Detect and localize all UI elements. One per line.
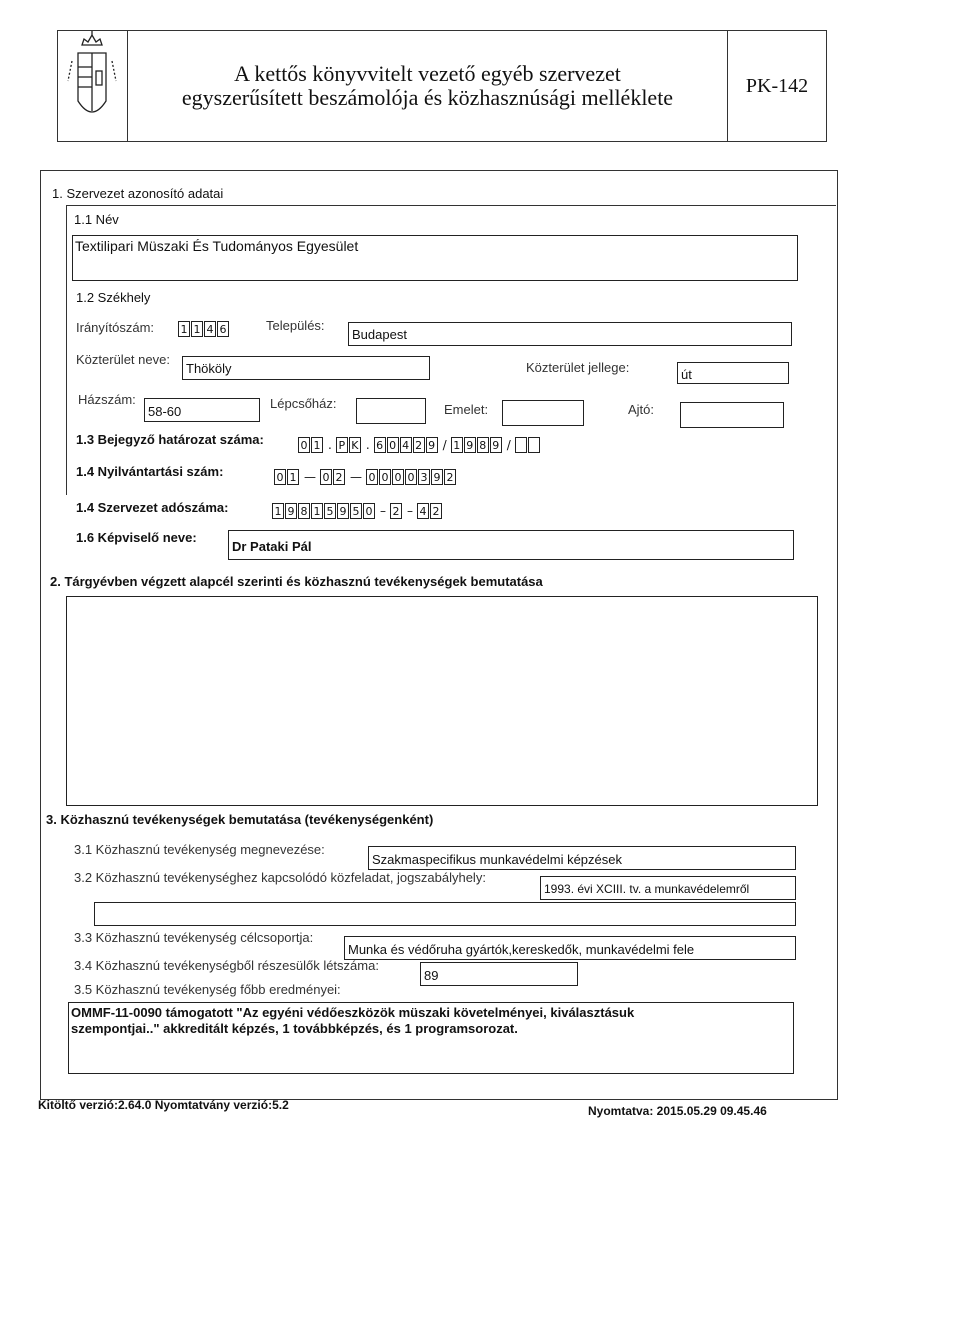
results-field[interactable] bbox=[68, 1002, 794, 1074]
rep-label: 1.6 Képviselő neve: bbox=[76, 530, 197, 545]
reg-digit: 2 bbox=[333, 469, 345, 485]
separator-dash: – bbox=[380, 504, 386, 518]
section3-title: 3. Közhasznú tevékenységek bemutatása (tevékenységenként) bbox=[46, 812, 434, 827]
task-field[interactable] bbox=[540, 876, 796, 900]
tax-digit: 2 bbox=[430, 503, 442, 519]
city-field[interactable] bbox=[348, 322, 792, 346]
reg-digit: 9 bbox=[431, 469, 443, 485]
results-label: 3.5 Közhasznú tevékenység főbb eredményei: bbox=[74, 982, 341, 997]
target-field[interactable] bbox=[344, 936, 796, 960]
task-label: 3.2 Közhasznú tevékenységhez kapcsolódó közfeladat, jogszabályhely: bbox=[74, 870, 486, 885]
street-value: Thököly bbox=[186, 361, 232, 376]
street-field[interactable] bbox=[182, 356, 430, 380]
zip-digit: 1 bbox=[178, 321, 190, 337]
target-value: Munka és védőruha gyártók,kereskedők, munkavédelmi fele bbox=[348, 942, 695, 957]
door-field[interactable] bbox=[680, 402, 784, 428]
zip-digit: 1 bbox=[191, 321, 203, 337]
reg-label: 1.4 Nyilvántartási szám: bbox=[76, 464, 224, 479]
court-digit: 1 bbox=[311, 437, 323, 453]
reg-digit: 2 bbox=[444, 469, 456, 485]
court-digit: 9 bbox=[464, 437, 476, 453]
reg-digit: 0 bbox=[405, 469, 417, 485]
zip-digit: 6 bbox=[217, 321, 229, 337]
version-info: Kitöltő verzió:2.64.0 Nyomtatvány verzió:5.2 bbox=[38, 1098, 289, 1112]
court-digit: 8 bbox=[477, 437, 489, 453]
reg-digit: 0 bbox=[392, 469, 404, 485]
court-digit: 9 bbox=[490, 437, 502, 453]
tax-digit: 1 bbox=[311, 503, 323, 519]
separator-dash: – bbox=[407, 504, 413, 518]
separator-dot: . bbox=[328, 438, 332, 452]
tax-digit: 4 bbox=[417, 503, 429, 519]
reg-digit: 0 bbox=[320, 469, 332, 485]
form-title bbox=[128, 31, 728, 141]
stair-label: Lépcsőház: bbox=[270, 396, 337, 411]
zip-field[interactable] bbox=[178, 320, 230, 338]
separator-dash: — bbox=[350, 470, 362, 484]
separator-dash: — bbox=[304, 470, 316, 484]
print-timestamp: Nyomtatva: 2015.05.29 09.45.46 bbox=[588, 1104, 767, 1118]
zip-label: Irányítószám: bbox=[76, 320, 155, 335]
tax-digit: 5 bbox=[350, 503, 362, 519]
reg-number-field[interactable] bbox=[274, 468, 457, 486]
court-digit bbox=[515, 437, 527, 453]
rep-field[interactable] bbox=[228, 530, 794, 560]
court-digit: 2 bbox=[413, 437, 425, 453]
tax-label: 1.4 Szervezet adószáma: bbox=[76, 500, 229, 515]
court-digit: 0 bbox=[387, 437, 399, 453]
tax-digit: 2 bbox=[390, 503, 402, 519]
court-label: 1.3 Bejegyző határozat száma: bbox=[76, 432, 264, 447]
form-header bbox=[57, 30, 827, 142]
tax-digit: 5 bbox=[324, 503, 336, 519]
tax-number-field[interactable] bbox=[272, 502, 443, 520]
reg-digit: 3 bbox=[418, 469, 430, 485]
house-label: Házszám: bbox=[78, 392, 136, 407]
participants-value: 89 bbox=[424, 968, 439, 983]
coat-of-arms-logo bbox=[58, 31, 128, 141]
court-digit: K bbox=[349, 437, 361, 453]
participants-field[interactable] bbox=[420, 962, 578, 986]
rep-value: Dr Pataki Pál bbox=[232, 539, 312, 554]
court-digit: 4 bbox=[400, 437, 412, 453]
section2-textarea[interactable] bbox=[66, 596, 818, 806]
tax-digit: 1 bbox=[272, 503, 284, 519]
name-field[interactable] bbox=[72, 235, 798, 281]
house-field[interactable] bbox=[144, 398, 260, 422]
reg-digit: 1 bbox=[287, 469, 299, 485]
section2-title: 2. Tárgyévben végzett alapcél szerinti és közhasznú tevékenységek bemutatása bbox=[50, 574, 543, 589]
reg-digit: 0 bbox=[379, 469, 391, 485]
floor-label: Emelet: bbox=[444, 402, 489, 417]
zip-digit: 4 bbox=[204, 321, 216, 337]
court-digit bbox=[528, 437, 540, 453]
separator-slash: / bbox=[506, 438, 511, 452]
street-type-value: út bbox=[681, 367, 692, 382]
name-label: 1.1 Név bbox=[74, 212, 119, 227]
form-title-line2: egyszerűsített beszámolója és közhasznúsági melléklete bbox=[181, 85, 674, 110]
street-type-label: Közterület jellege: bbox=[526, 360, 630, 375]
reg-digit: 0 bbox=[274, 469, 286, 485]
activity-label: 3.1 Közhasznú tevékenység megnevezése: bbox=[74, 842, 325, 857]
tax-digit: 0 bbox=[363, 503, 375, 519]
results-value: OMMF-11-0090 támogatott "Az egyéni védőeszközök müszaki követelményei, kiválasztásuk szempontjai.." akkreditált képzés, 1 továbbképzés, és 1 programsorozat. bbox=[71, 1005, 635, 1036]
house-value: 58-60 bbox=[148, 404, 182, 419]
activity-value: Szakmaspecifikus munkavédelmi képzések bbox=[372, 852, 622, 867]
target-label: 3.3 Közhasznú tevékenység célcsoportja: bbox=[74, 930, 314, 945]
court-digit: 6 bbox=[374, 437, 386, 453]
stair-field[interactable] bbox=[356, 398, 426, 424]
separator-dot: . bbox=[365, 438, 370, 452]
city-label: Település: bbox=[266, 318, 325, 333]
activity-field[interactable] bbox=[368, 846, 796, 870]
name-value: Textilipari Müszaki És Tudományos Egyesület bbox=[75, 238, 359, 254]
form-code: PK-142 bbox=[745, 74, 809, 97]
section1-title: 1. Szervezet azonosító adatai bbox=[52, 186, 224, 201]
city-value: Budapest bbox=[352, 327, 407, 342]
separator-slash: / bbox=[442, 438, 447, 452]
court-digit: 1 bbox=[451, 437, 463, 453]
door-label: Ajtó: bbox=[628, 402, 655, 417]
court-digit: P bbox=[336, 437, 348, 453]
tax-digit: 8 bbox=[298, 503, 310, 519]
court-digit: 9 bbox=[426, 437, 438, 453]
form-title-line1: A kettős könyvvitelt vezető egyéb szervezet bbox=[234, 61, 621, 86]
participants-label: 3.4 Közhasznú tevékenységből részesülők létszáma: bbox=[74, 958, 379, 973]
tax-digit: 9 bbox=[285, 503, 297, 519]
floor-field[interactable] bbox=[502, 400, 584, 426]
reg-digit: 0 bbox=[366, 469, 378, 485]
court-digit: 0 bbox=[298, 437, 310, 453]
task-field-continued[interactable] bbox=[94, 902, 796, 926]
court-number-field[interactable] bbox=[298, 436, 541, 454]
street-type-field[interactable] bbox=[677, 362, 789, 384]
tax-digit: 9 bbox=[337, 503, 349, 519]
task-value: 1993. évi XCIII. tv. a munkavédelemről bbox=[544, 882, 750, 896]
seat-label: 1.2 Székhely bbox=[76, 290, 151, 305]
street-label: Közterület neve: bbox=[76, 352, 170, 367]
